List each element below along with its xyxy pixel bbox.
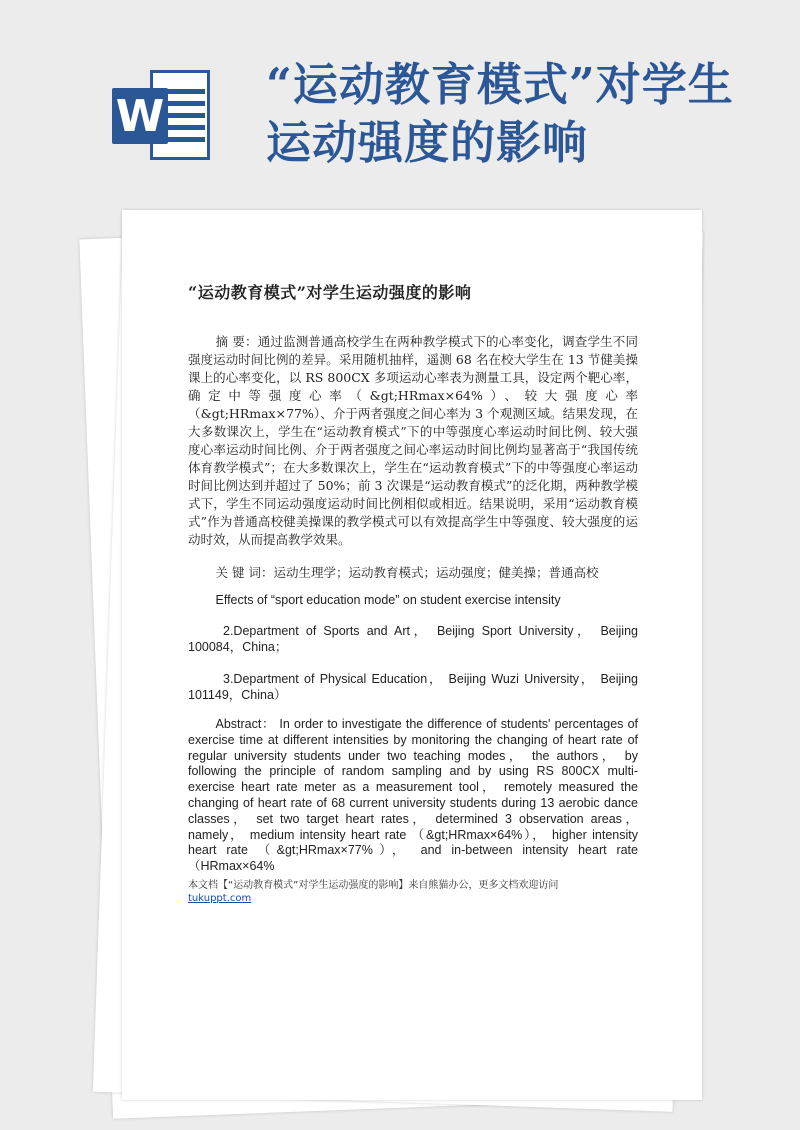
keywords: 关 键 词：运动生理学；运动教育模式；运动强度；健美操；普通高校 [215,565,599,580]
word-doc-icon [112,70,212,160]
document-title: “运动教育模式”对学生运动强度的影响 [188,283,472,302]
word-badge: W [112,88,168,144]
footer-link[interactable]: tukuppt.com [188,893,252,904]
footer-text: 本文档【“运动教育模式”对学生运动强度的影响】来自熊猫办公，更多文档欢迎访问 [188,880,559,891]
affiliation-1: 2.Department of Sports and Art， Beijing Sport University， Beijing 100084，China； [188,624,638,654]
english-title: Effects of “sport education mode” on student exercise intensity [215,593,561,607]
document-footer [188,876,648,904]
affiliation-2: 3.Department of Physical Education， Beijing Wuzi University， Beijing 101149，China） [188,672,638,702]
document-content [188,280,638,875]
chinese-abstract: 摘 要：通过监测普通高校学生在两种教学模式下的心率变化，调查学生不同强度运动时间比例的差异。采用随机抽样，遥测 68 名在校大学生在 13 节健美操课上的心率变化，以 RS 800CX 多项运动心率表为测量工具，设定两个靶心率，确定中等强度心率（&gt;HRmax×64%）、较大强度心率（&gt;HRmax×77%）、介于两者强度之间心率为 3 个观测区域。结果发现，在大多数课次上，学生在“运动教育模式”下的中等强度心率运动时间比例、较大强度心率运动时间比例、介于两者强度之间心率运动时间比例均显著高于“我国传统体育教学模式”；在大多数课次上，学生在“运动教育模式”下的中等强度心率运动时间比例达到并超过了 50%；前 3 次课是“运动教育模式”的泛化期，两种教学模式下，学生不同运动强度运动时间比例相似或相近。结果说明，采用“运动教育模式”作为普通高校健美操课的教学模式可以有效提高学生中等强度、较大强度的运动时效，从而提高教学效果。 [188,334,638,547]
english-abstract: Abstract： In order to investigate the difference of students' percentages of exercise time at different intensities by monitoring the changing of heart rate of regular university students under two teaching modes， the authors， by following the principle of random sampling and by using RS 800CX multi-exercise heart rate meter as a measurement tool， remotely measured the changing of heart rate of 68 current university students during 13 aerobic dance classes， set two target heart rates， determined 3 observation areas， namely， medium intensity heart rate （&gt;HRmax×64%）， higher intensity heart rate （&gt;HRmax×77%）， and in-between intensity heart rate （HRmax×64% [188,717,638,874]
hero-title: “运动教育模式”对学生运动强度的影响 [266,58,734,169]
